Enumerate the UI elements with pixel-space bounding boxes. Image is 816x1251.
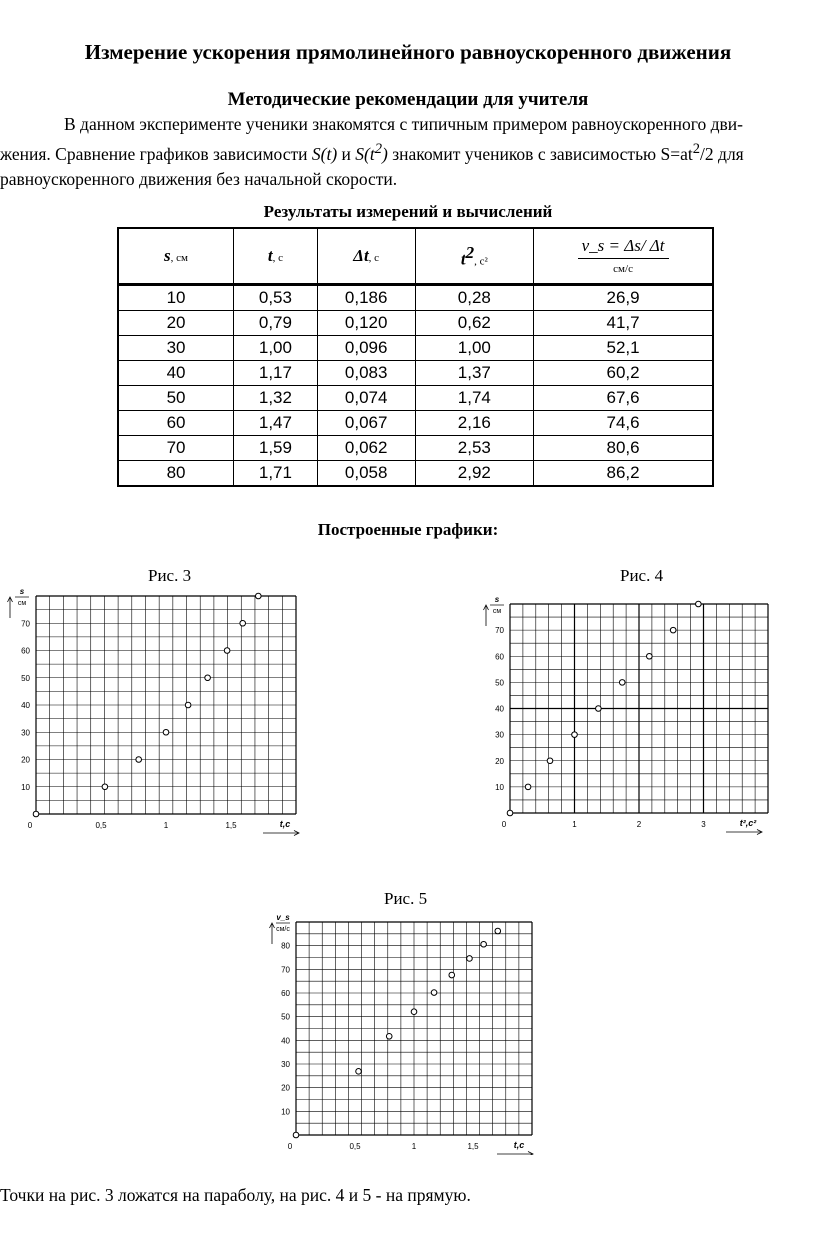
header-t2 [415,228,534,285]
x-tick-label: 1,5 [225,821,237,830]
document-title: Измерение ускорения прямолинейного равноускоренного движения [84,40,732,64]
data-point [102,784,108,790]
y-tick-label: 60 [281,989,290,998]
table-cell: 1,17 [234,361,318,386]
data-point [163,729,169,735]
figure-3-caption: Рис. 3 [148,566,192,585]
table-cell: 40 [118,361,234,386]
table-cell: 20 [118,311,234,336]
header-t [234,228,318,285]
table-cell: 2,92 [415,461,534,487]
header-vs [534,228,713,285]
table-cell: 0,096 [317,336,415,361]
data-point [572,732,578,738]
y-tick-label: 30 [281,1060,290,1069]
data-point [136,757,142,763]
y-axis-label-unit: см [17,600,27,607]
x-axis-arrowhead [528,1152,533,1156]
data-point [449,972,455,978]
table-row [118,361,713,386]
y-tick-label: 10 [281,1107,290,1117]
header-unit: см/с [613,262,633,275]
y-tick-label: 30 [495,730,504,740]
y-tick-label: 60 [495,652,504,662]
data-point [619,680,625,686]
data-point [696,601,702,607]
y-tick-label: 50 [281,1012,290,1022]
data-point [647,653,653,659]
y-tick-label: 70 [281,965,290,975]
x-tick-label: 2 [636,820,642,829]
formula-s-of-t: S(t) [311,143,338,164]
y-axis-label-unit: см/с [276,926,290,933]
header-formula: v_s = Δs/ Δt [578,236,669,259]
formula-s-of-t2 [355,141,388,164]
header-symbol: s [164,246,171,265]
y-tick-label: 50 [21,673,30,683]
intro-text: и [337,143,356,164]
data-point [596,706,602,712]
x-tick-label: 1 [572,820,577,829]
table-cell: 0,79 [234,311,318,336]
table-cell: 0,062 [317,436,415,461]
data-point [293,1132,299,1138]
formula-sup: 2 [692,141,701,157]
data-point [481,941,487,947]
data-point [386,1034,392,1040]
y-tick-label: 70 [21,619,30,629]
y-tick-label: 60 [21,646,30,656]
table-cell: 0,074 [317,386,415,411]
header-unit: , с² [474,255,488,268]
formula-sup: 2 [374,141,383,157]
document-subtitle: Методические рекомендации для учителя [227,89,589,110]
y-tick-label: 50 [495,678,504,688]
table-cell: 60 [118,411,234,436]
x-axis-label: t,c [513,1140,525,1150]
table-cell: 1,32 [234,386,318,411]
data-point [431,990,437,996]
figure-5-caption: Рис. 5 [384,889,428,908]
table-row [118,285,713,311]
y-axis-label-top: v_s [276,913,290,922]
intro-text: /2 для [700,143,744,164]
header-unit: , с [272,252,283,264]
y-tick-label: 30 [21,728,30,738]
table-cell: 86,2 [534,461,713,487]
header-s [118,228,234,285]
table-cell: 30 [118,336,234,361]
data-point [411,1009,417,1015]
intro-text: знакомит учеников с зависимостью S=at [387,143,693,164]
table-cell: 60,2 [534,361,713,386]
figure-4-caption: Рис. 4 [620,566,664,585]
table-cell: 52,1 [534,336,713,361]
x-tick-label: 0,5 [349,1142,361,1151]
header-symbol: t [460,249,466,269]
y-axis-label-top: s [494,596,500,604]
table-cell: 0,083 [317,361,415,386]
table-cell: 0,058 [317,461,415,487]
x-tick-label: 1 [411,1142,417,1151]
table-cell: 1,71 [234,461,318,487]
table-cell: 0,62 [415,311,534,336]
data-point [255,593,261,599]
y-tick-label: 70 [495,626,504,636]
header-symbol: t [267,246,273,265]
table-cell: 1,47 [234,411,318,436]
table-row [118,436,713,461]
table-cell: 2,53 [415,436,534,461]
table-cell: 80 [118,461,234,487]
x-axis-label: t,c [279,819,291,829]
graphs-title: Построенные графики: [317,520,499,539]
table-cell: 41,7 [534,311,713,336]
table-cell: 1,74 [415,386,534,411]
data-point [356,1069,362,1075]
data-point [525,784,531,790]
intro-paragraph [0,112,816,192]
data-point [547,758,553,764]
table-cell: 0,53 [234,285,318,311]
table-cell: 0,067 [317,411,415,436]
y-tick-label: 40 [21,701,30,710]
y-tick-label: 40 [495,704,504,714]
table-cell: 1,37 [415,361,534,386]
data-point [507,810,513,816]
x-tick-label: 0 [501,820,507,829]
intro-line-2 [0,137,816,167]
data-point [240,620,246,626]
table-body [118,285,713,487]
x-tick-label: 0 [287,1142,293,1151]
chart-fig-5 [262,910,537,1155]
y-axis-label-top: s [19,588,25,596]
chart-fig-3 [0,588,305,848]
data-point [33,811,39,817]
y-tick-label: 10 [495,782,504,792]
x-tick-label: 0 [27,821,33,830]
table-cell: 0,186 [317,285,415,311]
table-cell: 74,6 [534,411,713,436]
data-point [670,627,676,633]
table-row [118,311,713,336]
intro-line-1: В данном эксперименте ученики знакомятся с типичным примером равноускоренного дви- [64,114,743,134]
table-header-row [118,228,713,285]
table-cell: 67,6 [534,386,713,411]
chart-fig-4 [480,596,780,841]
table-row [118,411,713,436]
x-tick-label: 0,5 [95,821,107,830]
y-tick-label: 20 [281,1083,290,1093]
header-symbol: Δt [353,246,369,265]
formula-part: ) [382,143,388,164]
y-axis-label-unit: см [492,608,502,615]
data-point [205,675,211,681]
table-cell: 80,6 [534,436,713,461]
table-cell: 1,59 [234,436,318,461]
table-cell: 50 [118,386,234,411]
table-row [118,336,713,361]
table-title: Результаты измерений и вычислений [263,202,553,221]
data-point [467,956,473,962]
data-point [495,928,501,934]
table-cell: 0,120 [317,311,415,336]
y-tick-label: 40 [281,1036,290,1046]
data-point [185,702,191,708]
header-dt [317,228,415,285]
header-unit: , см [170,252,188,264]
table-cell: 0,28 [415,285,534,311]
table-cell: 1,00 [415,336,534,361]
y-tick-label: 20 [21,755,30,765]
table-cell: 26,9 [534,285,713,311]
table-cell: 2,16 [415,411,534,436]
table-cell: 70 [118,436,234,461]
table-row [118,461,713,487]
table-cell: 1,00 [234,336,318,361]
y-tick-label: 10 [21,782,30,792]
x-tick-label: 3 [701,820,706,829]
intro-line-3: равноускоренного движения без начальной скорости. [0,168,398,189]
conclusion-text: Точки на рис. 3 ложатся на параболу, на рис. 4 и 5 - на прямую. [0,1185,471,1205]
x-tick-label: 1 [163,821,169,830]
table-row [118,386,713,411]
formula-part: S(t [355,143,375,164]
x-axis-label: t²,c² [739,818,757,828]
header-unit: , с [368,252,380,264]
data-point [224,648,230,654]
x-tick-label: 1,5 [467,1142,479,1151]
y-tick-label: 20 [495,756,504,766]
table-cell: 10 [118,285,234,311]
y-tick-label: 80 [281,941,290,951]
results-table [117,227,714,487]
intro-text: жения. Сравнение графиков зависимости [0,143,312,164]
header-sup: 2 [465,242,475,262]
